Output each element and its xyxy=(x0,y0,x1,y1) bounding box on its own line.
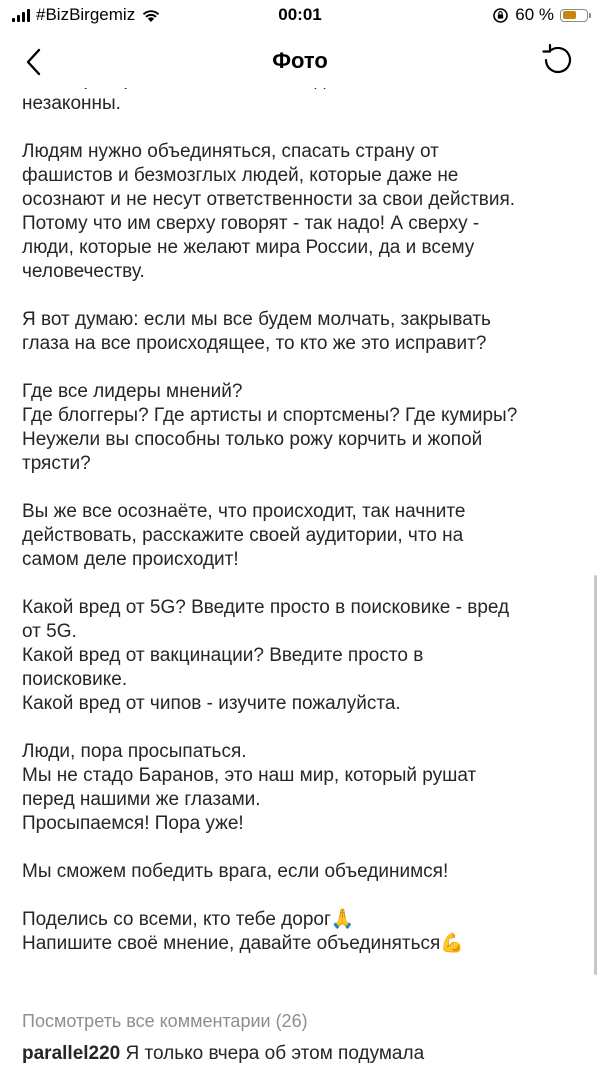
caption-line: Людям нужно объединяться, спасать страну от xyxy=(22,141,439,162)
caption-paragraph xyxy=(22,140,578,284)
caption-paragraph xyxy=(22,380,578,476)
nav-bar xyxy=(0,32,600,88)
caption-line: Где блоггеры? Где артисты и спортсмены? Где кумиры? xyxy=(22,405,518,426)
comment-item xyxy=(22,1043,424,1065)
comment-text: Я только вчера об этом подумала xyxy=(125,1043,425,1064)
rotation-lock-icon xyxy=(492,7,509,24)
caption-line: глаза на все происходящее, то кто же это исправит? xyxy=(22,333,487,354)
caption-line: перед нашими же глазами. xyxy=(22,789,261,810)
caption-line: фашистов и безмозглых людей, которые даже не xyxy=(22,165,459,186)
caption-line: Люди, пора просыпаться. xyxy=(22,741,247,762)
page-title: Фото xyxy=(272,48,328,73)
caption-line: Какой вред от чипов - изучите пожалуйста. xyxy=(22,693,401,714)
caption-paragraph xyxy=(22,500,578,572)
caption-line: осознают и не несут ответственности за свои действия. xyxy=(22,189,516,210)
caption-line: самом деле происходит! xyxy=(22,549,239,570)
carrier-name: #BizBirgemiz xyxy=(36,5,136,24)
caption-line: Напишите своё мнение, давайте объединяться💪 xyxy=(22,933,464,954)
caption-line: трясти? xyxy=(22,453,91,474)
view-all-comments-link[interactable]: Посмотреть все комментарии (26) xyxy=(22,1011,308,1031)
caption-line: люди, которые не желают мира России, да и всему xyxy=(22,237,475,258)
battery-icon xyxy=(560,9,588,22)
caption-line: Вы же все осознаёте, что происходит, так начните xyxy=(22,501,466,522)
caption-line: Просыпаемся! Пора уже! xyxy=(22,813,244,834)
caption-line: Неужели вы способны только рожу корчить и жопой xyxy=(22,429,483,450)
refresh-icon xyxy=(540,42,576,78)
caption-line: Поделись со всеми, кто тебе дорог🙏 xyxy=(22,909,355,930)
caption-paragraph xyxy=(22,596,578,716)
caption-line: Я вот думаю: если мы все будем молчать, закрывать xyxy=(22,309,491,330)
caption-line: поисковике. xyxy=(22,669,128,690)
caption-line: от 5G. xyxy=(22,621,77,642)
caption-line: Какой вред от вакцинации? Введите просто в xyxy=(22,645,424,666)
battery-level xyxy=(563,11,577,19)
caption-paragraph xyxy=(22,860,578,884)
caption-line: Где все лидеры мнений? xyxy=(22,381,243,402)
caption-line: Потому что им сверху говорят - так надо! А сверху - xyxy=(22,213,480,234)
comment-username[interactable]: parallel220 xyxy=(22,1043,121,1064)
caption-line: человечеству. xyxy=(22,261,145,282)
caption-paragraph xyxy=(22,908,578,956)
caption-line: Мы не стадо Баранов, это наш мир, который рушат xyxy=(22,765,477,786)
battery-percent: 60 % xyxy=(515,5,554,24)
refresh-button[interactable] xyxy=(538,40,578,80)
post-caption xyxy=(22,68,578,980)
caption-paragraph xyxy=(22,308,578,356)
caption-line: Какой вред от 5G? Введите просто в поисковике - вред xyxy=(22,597,510,618)
caption-line: незаконны. xyxy=(22,93,121,114)
caption-line: действовать, расскажите своей аудитории, что на xyxy=(22,525,464,546)
status-right xyxy=(492,5,588,25)
caption-line: Мы сможем победить врага, если объединимся! xyxy=(22,861,449,882)
caption-paragraph xyxy=(22,740,578,836)
status-bar xyxy=(0,0,600,32)
clock: 00:01 xyxy=(278,5,322,24)
scrollbar[interactable] xyxy=(594,575,597,975)
